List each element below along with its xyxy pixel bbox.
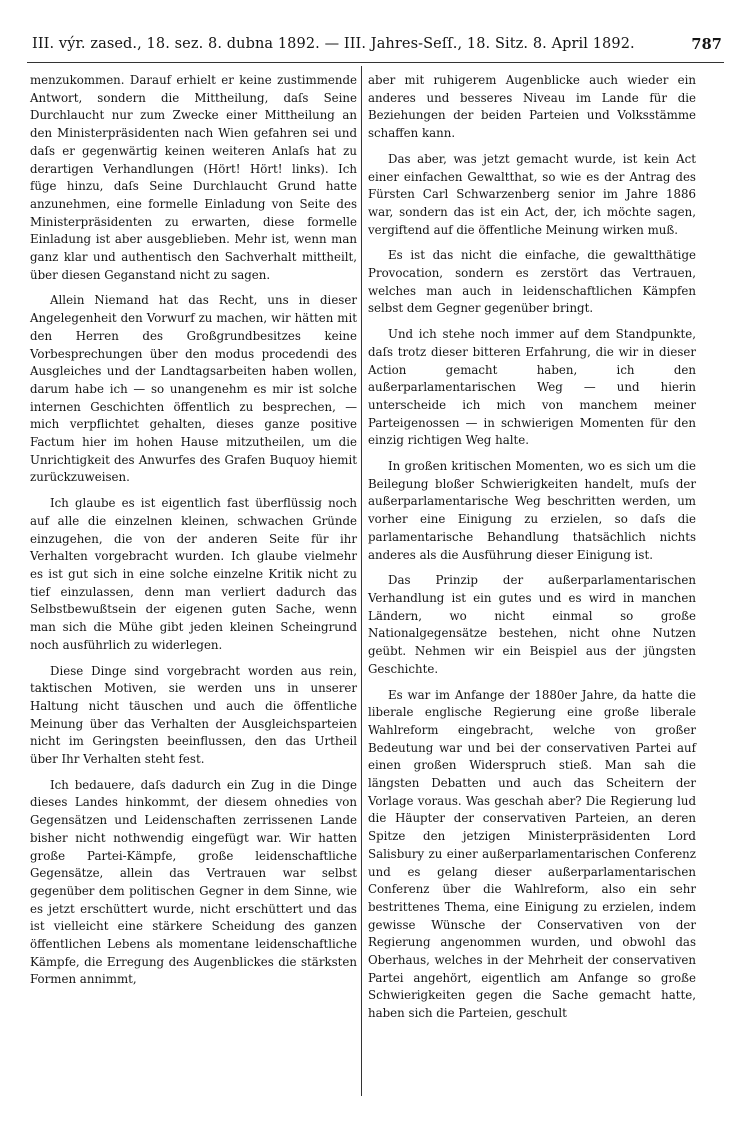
paragraph: Und ich stehe noch immer auf dem Standpunkte, daſs trotz dieser bitteren Erfahrung, die wir in dieser Action gemacht haben, ich den außerparlamentarischen Weg — und hierin unterscheide ich mich von manchem meiner Parteigenossen — in schwierigen Momenten für den einzig richtigen Weg halte. (368, 327, 696, 448)
header-rule (27, 62, 724, 63)
paragraph: Allein Niemand hat das Recht, uns in dieser Angelegenheit den Vorwurf zu machen, wir hätten mit den Herren des Großgrundbesitzes keine Vorbesprechungen über den modus procedendi des Ausgleiches und der Landtagsarbeiten haben wollen, darum habe ich — so unangenehm es mir ist solche internen Geschichten öffentlich zu besprechen, — mich verpflichtet gehalten, dieses ganze positive Factum hier im hohen Hause mitzutheilen, um die Unrichtigkeit des Anwurfes des Grafen Buquoy hiemit zurückzuweisen. (30, 293, 357, 485)
paragraph: Es ist das nicht die einfache, die gewaltthätige Provocation, sondern es zerstört das Vertrauen, welches man auch in leidenschaftlichen Kämpfen selbst dem Gegner gegenüber bringt. (368, 248, 696, 316)
right-column (368, 72, 696, 1031)
column-divider (361, 66, 362, 1096)
paragraph: Diese Dinge sind vorgebracht worden aus rein, taktischen Motiven, sie werden uns in unserer Haltung nicht täuschen und auch die öffentliche Meinung über das Verhalten der Ausgleichsparteien nicht im Geringsten beeinflussen, den das Urtheil über Ihr Verhalten steht fest. (30, 663, 357, 767)
left-column (30, 72, 357, 997)
header-title: III. výr. zased., 18. sez. 8. dubna 1892. — III. Jahres-Seſſ., 18. Sitz. 8. April 1892. (32, 36, 635, 52)
running-header (32, 36, 722, 53)
paragraph: Das aber, was jetzt gemacht wurde, ist kein Act einer einfachen Gewaltthat, so wie es der Antrag des Fürsten Carl Schwarzenberg senior im Jahre 1886 war, sondern das ist ein Act, der, ich möchte sagen, vergiftend auf die öffentliche Meinung wirken muß. (368, 151, 696, 237)
paragraph: aber mit ruhigerem Augenblicke auch wieder ein anderes und besseres Niveau im Lande für die Beziehungen der beiden Parteien und Volksstämme schaffen kann. (368, 73, 696, 141)
page-number: 787 (691, 36, 722, 53)
paragraph: menzukommen. Darauf erhielt er keine zustimmende Antwort, sondern die Mittheilung, daſs Seine Durchlaucht nur zum Zwecke einer Mittheilung an den Ministerpräsidenten nach Wien gefahren sei und daſs er gegenwärtig keinen weiteren Anlaſs hat zu derartigen Verhandlungen (Hört! Hört! links). Ich füge hinzu, daſs Seine Durchlaucht Grund hatte anzunehmen, eine formelle Einladung von Seite des Ministerpräsidenten zu erwarten, diese formelle Einladung ist aber ausgeblieben. Mehr ist, wenn man ganz klar und authentisch den Sachverhalt mittheilt, über diesen Geganstand nicht zu sagen. (30, 73, 357, 282)
paragraph: Das Prinzip der außerparlamentarischen Verhandlung ist ein gutes und es wird in manchen Ländern, wo nicht einmal so große Nationalgegensätze bestehen, nicht ohne Nutzen geübt. Nehmen wir ein Beispiel aus der jüngsten Geschichte. (368, 573, 696, 676)
paragraph: Es war im Anfange der 1880er Jahre, da hatte die liberale englische Regierung eine große liberale Wahlreform eingebracht, welche von großer Bedeutung war und bei der conservativen Partei auf einen großen Widerspruch stieß. Man sah die längsten Debatten und auch das Scheitern der Vorlage voraus. Was geschah aber? Die Regierung lud die Häupter der conservativen Parteien, an deren Spitze den jetzigen Ministerpräsidenten Lord Salisbury zu einer außerparlamentarischen Conferenz und es gelang dieser außerparlamentarischen Conferenz über die Wahlreform, also ein sehr bestrittenes Thema, eine Einigung zu erzielen, indem gewisse Wünsche der Conservativen von der Regierung angenommen wurden, und obwohl das Oberhaus, welches in der Mehrheit der conservativen Partei angehört, eigentlich am Anfange so große Schwierigkeiten gegen die Sache gemacht hatte, haben sich die Parteien, geschult (368, 687, 696, 1021)
paragraph: Ich bedauere, daſs dadurch ein Zug in die Dinge dieses Landes hinkommt, der diesem ohnedies von Gegensätzen und Leidenschaften zerrissenen Lande bisher nicht nothwendig eingefügt war. Wir hatten große Partei-Kämpfe, große leidenschaftliche Gegensätze, allein das Vertrauen war selbst gegenüber dem politischen Gegner in dem Sinne, wie es jetzt erschüttert wurde, nicht erschüttert und das ist vielleicht eine stärkere Scheidung des ganzen öffentlichen Lebens als momentane leidenschaftliche Kämpfe, die Erregung des Augenblickes die stärksten Formen annimmt, (30, 777, 357, 987)
paragraph: In großen kritischen Momenten, wo es sich um die Beilegung bloßer Schwierigkeiten handelt, muſs der außerparlamentarische Weg beschritten werden, um vorher eine Einigung zu erzielen, so daſs die parlamentarische Behandlung thatsächlich nichts anderes als die Ausführung dieser Einigung ist. (368, 459, 696, 562)
paragraph: Ich glaube es ist eigentlich fast überflüssig noch auf alle die einzelnen kleinen, schwachen Gründe einzugehen, die von der anderen Seite für ihr Verhalten vorgebracht wurden. Ich glaube vielmehr es ist gut sich in eine solche einzelne Kritik nicht zu tief einzulassen, denn man verliert dadurch das Selbstbewußtsein der eigenen guten Sache, wenn man sich die Mühe gibt jeden kleinen Scheingrund noch ausführlich zu widerlegen. (30, 496, 357, 652)
